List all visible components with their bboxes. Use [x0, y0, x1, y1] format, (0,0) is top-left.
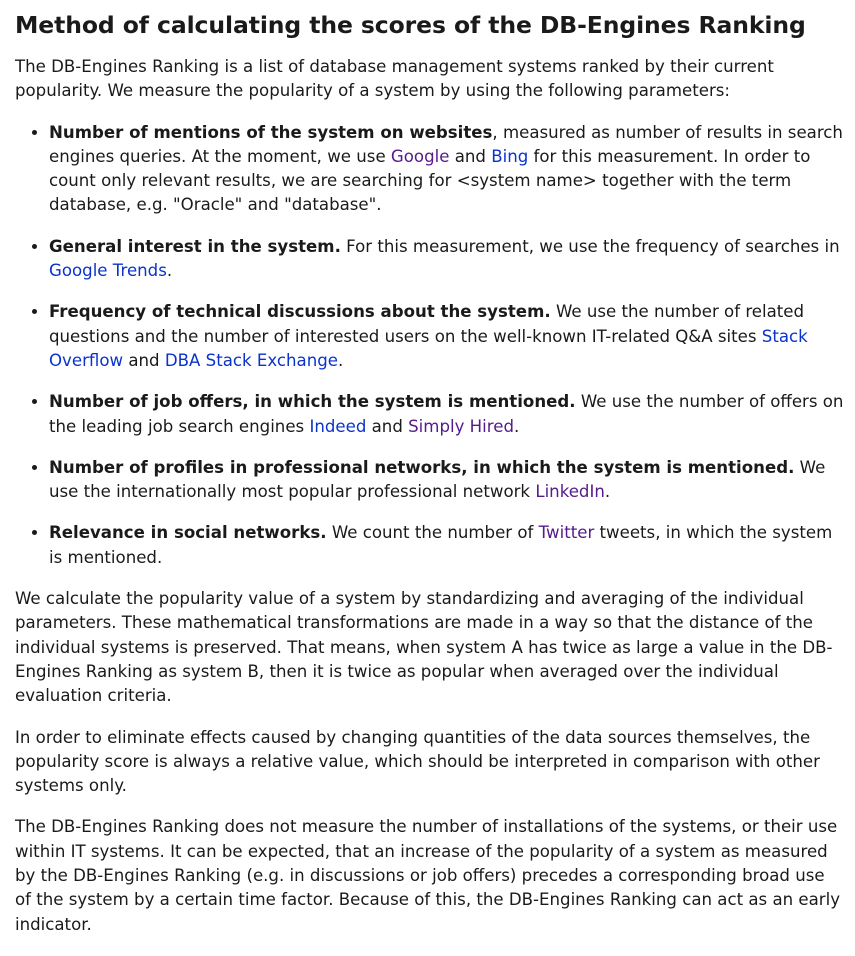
- intro-paragraph: The DB-Engines Ranking is a list of database management systems ranked by their current popularity. We measure the popularity of a system by using the following parameters:: [15, 57, 774, 101]
- item-heading: Number of mentions of the system on websites: [49, 122, 493, 142]
- list-item-discussions: • Frequency of technical discussions about the system. We use the number of related questions and the number of interested users on the well-known IT-related Q&A sites Stack Overflow and DBA Stack Exchange.: [49, 300, 845, 373]
- list-item-profiles: • Number of profiles in professional networks, in which the system is mentioned. We use the internationally most popular professional network LinkedIn.: [49, 456, 845, 505]
- twitter-link[interactable]: Twitter: [538, 523, 595, 543]
- stack-overflow-link[interactable]: Stack Overflow: [49, 326, 808, 370]
- list-item-social: • Relevance in social networks. We count the number of Twitter tweets, in which the system is mentioned.: [49, 521, 845, 570]
- list-item-jobs: • Number of job offers, in which the system is mentioned. We use the number of offers on the leading job search engines Indeed and Simply Hired.: [49, 390, 845, 439]
- calculation-paragraph: We calculate the popularity value of a system by standardizing and averaging of the individual parameters. These mathematical transformations are made in a way so that the distance of the individual systems is preserved. That means, when system A has twice as large a value in the DB-Engines Ranking as system B, then it is twice as popular when averaged over the individual evaluation criteria.: [15, 589, 833, 706]
- item-heading: General interest in the system.: [49, 236, 341, 256]
- list-item-mentions: • Number of mentions of the system on websites, measured as number of results in search engines queries. At the moment, we use Google and Bing for this measurement. In order to count only relevant results, we are searching for <system name> together with the term database, e.g. "Oracle" and "database".: [49, 121, 845, 218]
- item-heading: Number of profiles in professional networks, in which the system is mentioned.: [49, 457, 795, 477]
- item-heading: Number of job offers, in which the system is mentioned.: [49, 392, 576, 412]
- early-indicator-paragraph: The DB-Engines Ranking does not measure the number of installations of the systems, or their use within IT systems. It can be expected, that an increase of the popularity of a system as measured by the DB-Engines Ranking (e.g. in discussions or job offers) precedes a corresponding broad use of the system by a certain time factor. Because of this, the DB-Engines Ranking can act as an early indicator.: [15, 817, 841, 934]
- google-trends-link[interactable]: Google Trends: [49, 261, 167, 281]
- linkedin-link[interactable]: LinkedIn: [535, 482, 605, 502]
- item-heading: Frequency of technical discussions about the system.: [49, 302, 551, 322]
- indeed-link[interactable]: Indeed: [309, 416, 367, 436]
- simply-hired-link[interactable]: Simply Hired: [408, 416, 514, 436]
- google-link[interactable]: Google: [390, 146, 450, 166]
- item-heading: Relevance in social networks.: [49, 523, 327, 543]
- list-item-interest: • General interest in the system. For this measurement, we use the frequency of searches in Google Trends.: [49, 235, 845, 284]
- dba-stack-exchange-link[interactable]: DBA Stack Exchange: [164, 350, 338, 370]
- relative-value-paragraph: In order to eliminate effects caused by changing quantities of the data sources themselves, the popularity score is always a relative value, which should be interpreted in comparison with other systems only.: [15, 727, 820, 796]
- bing-link[interactable]: Bing: [491, 146, 529, 166]
- page-title: Method of calculating the scores of the DB-Engines Ranking: [15, 11, 806, 39]
- parameters-list: [15, 121, 845, 570]
